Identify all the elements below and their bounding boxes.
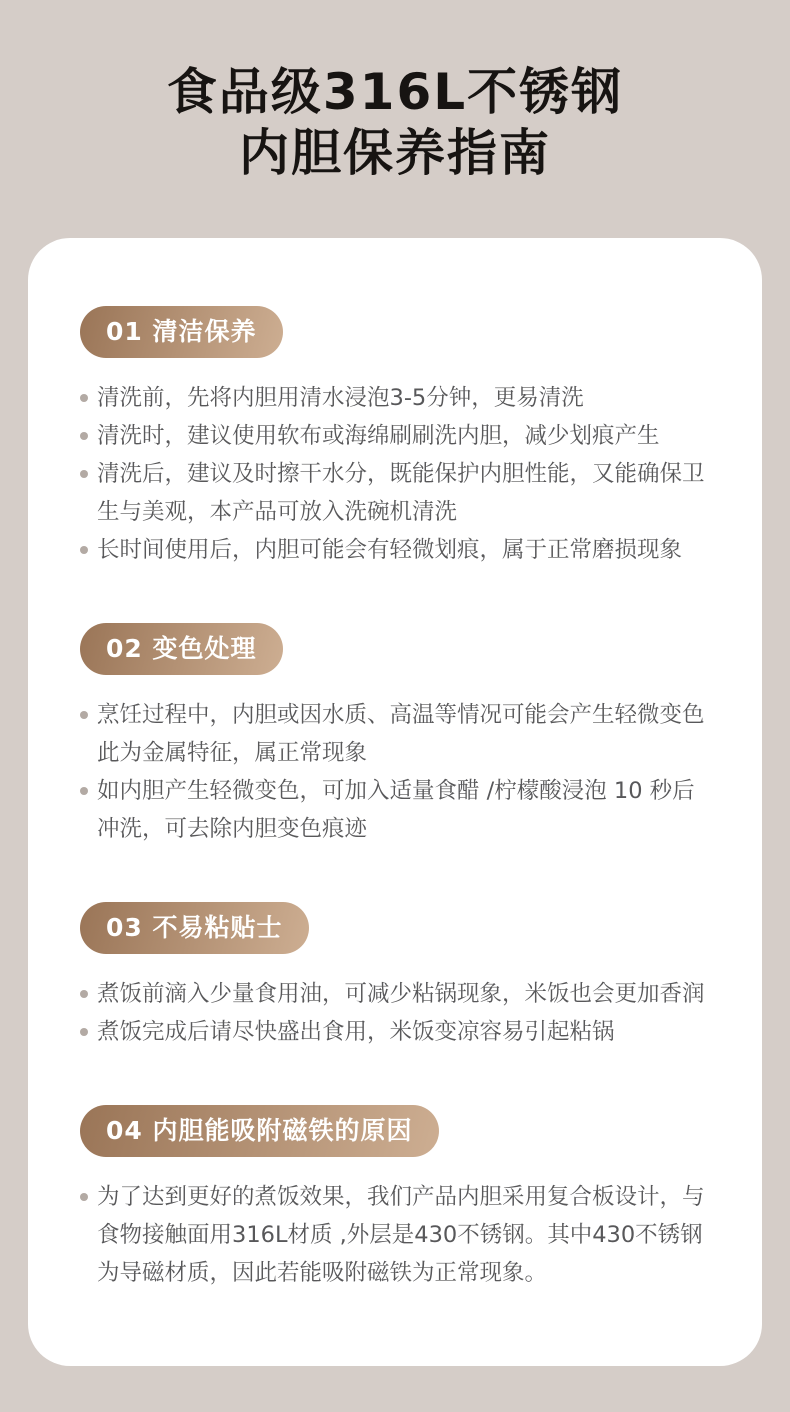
bullet-dot-icon [80,432,88,440]
bullet-text: 如内胆产生轻微变色，可加入适量食醋 /柠檬酸浸泡 10 秒后冲洗，可去除内胆变色痕迹 [97,778,695,842]
bullet-item [80,417,710,455]
section-2 [80,623,710,848]
bullet-dot-icon [80,470,88,478]
bullet-text: 清洗前，先将内胆用清水浸泡3-5分钟，更易清洗 [97,385,584,411]
bullet-dot-icon [80,787,88,795]
bullet-dot-icon [80,394,88,402]
page-title-line1: 食品级316L不锈钢 [166,63,624,121]
section-badge-3: 03 不易粘贴士 [80,902,309,954]
bullet-text: 清洗时，建议使用软布或海绵刷刷洗内胆，减少划痕产生 [97,423,660,449]
bullet-item [80,379,710,417]
bullet-item [80,455,710,531]
bullet-dot-icon [80,1193,88,1201]
bullet-list [80,379,710,569]
section-4 [80,1105,710,1292]
section-3 [80,902,710,1051]
bullet-item [80,1178,710,1292]
bullet-text: 长时间使用后，内胆可能会有轻微划痕，属于正常磨损现象 [97,537,683,563]
bullet-text: 煮饭完成后请尽快盛出食用，米饭变凉容易引起粘锅 [97,1019,615,1045]
section-badge-1: 01 清洁保养 [80,306,283,358]
bullet-item [80,1013,710,1051]
bullet-dot-icon [80,546,88,554]
bullet-dot-icon [80,711,88,719]
section-1 [80,306,710,569]
section-badge-4: 04 内胆能吸附磁铁的原因 [80,1105,439,1157]
page-header [0,0,790,184]
section-badge-2: 02 变色处理 [80,623,283,675]
care-guide-card [28,238,762,1366]
bullet-item [80,696,710,772]
bullet-list [80,1178,710,1292]
bullet-text: 煮饭前滴入少量食用油，可减少粘锅现象，米饭也会更加香润 [97,981,705,1007]
bullet-item [80,975,710,1013]
bullet-dot-icon [80,990,88,998]
bullet-text: 清洗后，建议及时擦干水分，既能保护内胆性能，又能确保卫生与美观，本产品可放入洗碗机清洗 [97,461,705,525]
bullet-text: 烹饪过程中，内胆或因水质、高温等情况可能会产生轻微变色 此为金属特征，属正常现象 [97,702,705,766]
bullet-item [80,772,710,848]
bullet-item [80,531,710,569]
bullet-dot-icon [80,1028,88,1036]
bullet-text: 为了达到更好的煮饭效果，我们产品内胆采用复合板设计，与食物接触面用316L材质 ,外层是430不锈钢。其中430不锈钢为导磁材质，因此若能吸附磁铁为正常现象。 [97,1184,705,1286]
page-title-line2: 内胆保养指南 [239,124,551,182]
bullet-list [80,696,710,848]
bullet-list [80,975,710,1051]
